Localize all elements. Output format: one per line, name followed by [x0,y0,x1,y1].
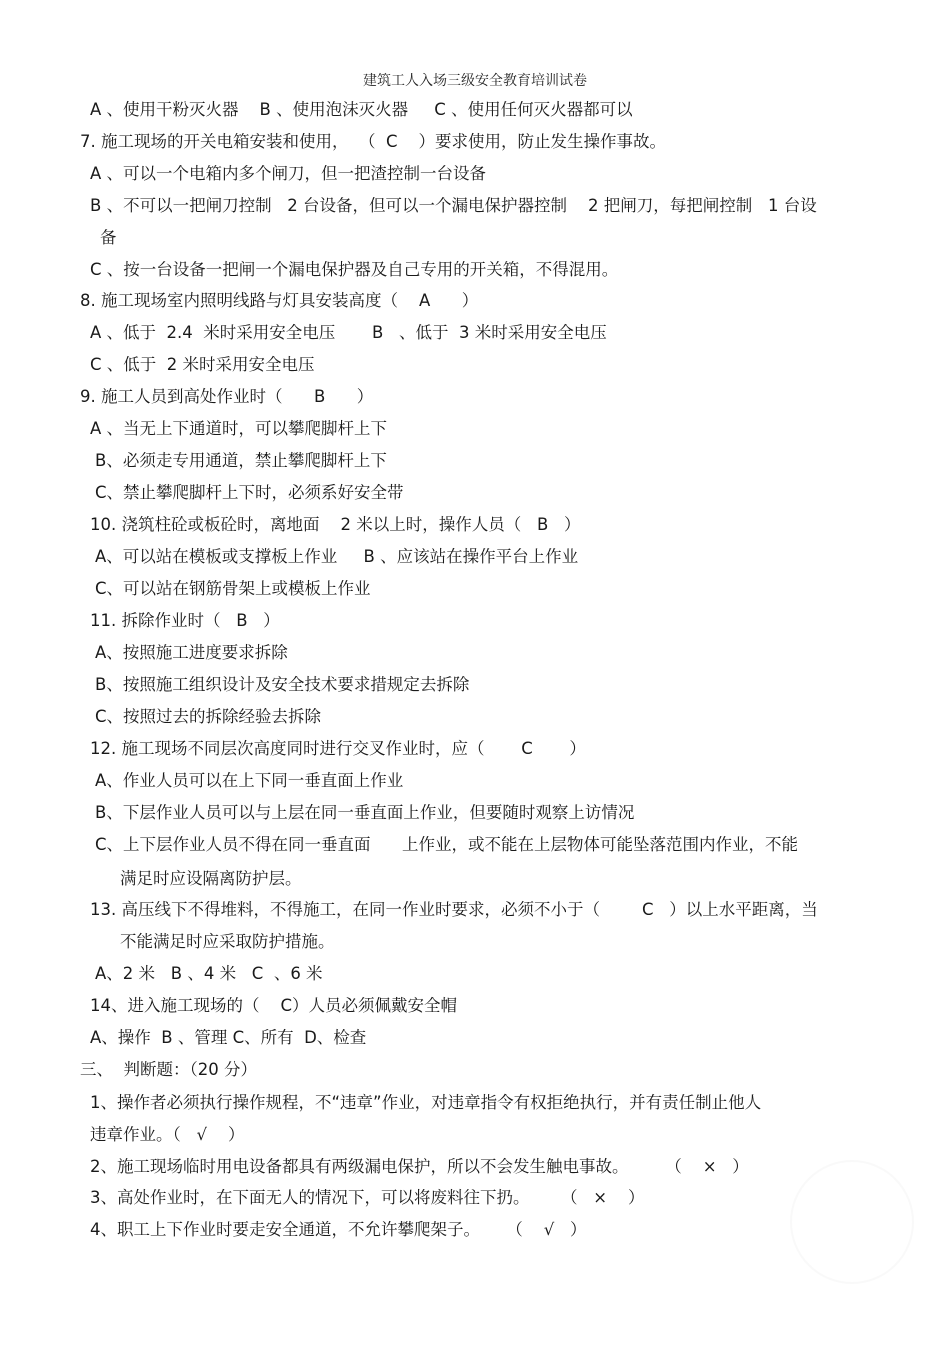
option-line: A、按照施工进度要求拆除 [95,643,288,662]
option-line-cont: 备 [100,228,117,247]
watermark-stamp [790,1160,914,1284]
option-line: C 、按一台设备一把闸一个漏电保护器及自己专用的开关箱，不得混用。 [90,260,619,279]
question-12: 12. 施工现场不同层次高度同时进行交叉作业时，应（ C ） [90,739,586,758]
option-line: A 、低于 2.4 米时采用安全电压 B 、低于 3 米时采用安全电压 [90,323,607,342]
question-7: 7. 施工现场的开关电箱安装和使用， （ C ）要求使用，防止发生操作事故。 [80,132,666,151]
option-line: B、按照施工组织设计及安全技术要求措规定去拆除 [95,675,470,694]
option-line: A、可以站在模板或支撑板上作业 B 、应该站在操作平台上作业 [95,547,579,566]
judgment-2: 2、施工现场临时用电设备都具有两级漏电保护，所以不会发生触电事故。 （ × ） [90,1157,749,1176]
section-heading: 三、 判断题：（20 分） [80,1060,257,1079]
option-line: A、2 米 B 、4 米 C 、6 米 [95,964,323,983]
option-line: C、按照过去的拆除经验去拆除 [95,707,322,726]
option-line: B、必须走专用通道，禁止攀爬脚杆上下 [95,451,387,470]
question-13: 13. 高压线下不得堆料，不得施工，在同一作业时要求，必须不小于（ C ）以上水平距离，当 [90,900,818,919]
judgment-4: 4、职工上下作业时要走安全通道，不允许攀爬架子。 （ √ ） [90,1220,587,1239]
judgment-1-cont: 违章作业。（ √ ） [90,1125,245,1144]
option-line: C、禁止攀爬脚杆上下时，必须系好安全带 [95,483,404,502]
option-line: C 、低于 2 米时采用安全电压 [90,355,315,374]
option-line: A、操作 B 、管理 C、所有 D、检查 [90,1028,367,1047]
text-line: A 、使用干粉灭火器 B 、使用泡沫灭火器 C 、使用任何灭火器都可以 [90,100,633,119]
judgment-3: 3、高处作业时，在下面无人的情况下，可以将废料往下扔。 （ × ） [90,1188,645,1207]
question-13-cont: 不能满足时应采取防护措施。 [120,932,335,951]
option-line-cont: 满足时应设隔离防护层。 [120,869,302,888]
option-line: B、下层作业人员可以与上层在同一垂直面上作业，但要随时观察上访情况 [95,803,635,822]
option-line: B 、不可以一把闸刀控制 2 台设备，但可以一个漏电保护器控制 2 把闸刀，每把闸控制 1 台设 [90,196,817,215]
option-line: C、可以站在钢筋骨架上或模板上作业 [95,579,371,598]
option-line: A 、当无上下通道时，可以攀爬脚杆上下 [90,419,388,438]
question-11: 11. 拆除作业时（ B ） [90,611,280,630]
option-line: A 、可以一个电箱内多个闸刀，但一把渣控制一台设备 [90,164,487,183]
option-line: C、上下层作业人员不得在同一垂直面 上作业，或不能在上层物体可能坠落范围内作业，不能 [95,835,798,854]
question-14: 14、进入施工现场的（ C）人员必须佩戴安全帽 [90,996,457,1015]
page-title: 建筑工人入场三级安全教育培训试卷 [363,73,587,89]
question-10: 10. 浇筑柱砼或板砼时，离地面 2 米以上时，操作人员（ B ） [90,515,581,534]
question-9: 9. 施工人员到高处作业时（ B ） [80,387,374,406]
question-8: 8. 施工现场室内照明线路与灯具安装高度（ A ） [80,291,479,310]
judgment-1: 1、操作者必须执行操作规程，不“违章”作业，对违章指令有权拒绝执行，并有责任制止他人 [90,1093,762,1112]
option-line: A、作业人员可以在上下同一垂直面上作业 [95,771,404,790]
